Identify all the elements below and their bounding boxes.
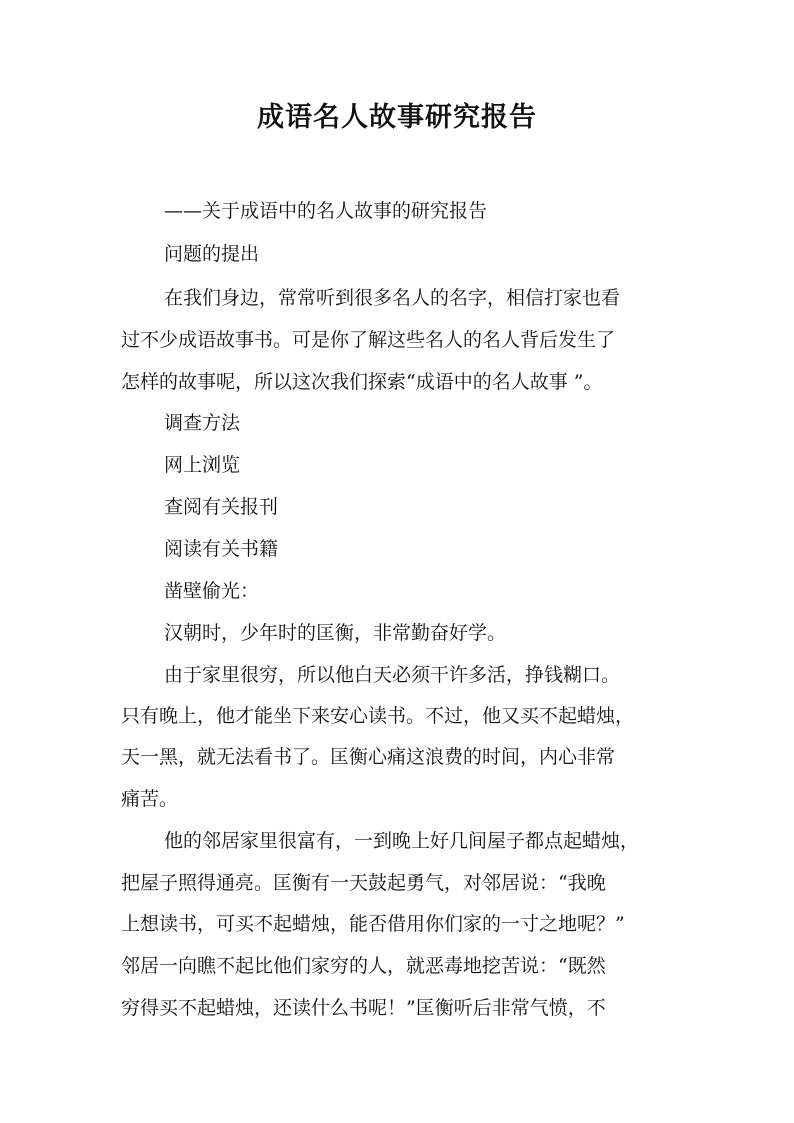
paragraph-line: 过不少成语故事书。可是你了解这些名人的名人背后发生了 [121,329,616,351]
story-heading: 凿壁偷光： [164,580,260,602]
subtitle-line: ——关于成语中的名人故事的研究报告 [164,200,488,222]
list-item: 查阅有关报刊 [164,496,279,518]
list-item: 网上浏览 [164,454,241,476]
paragraph-line: 上想读书，可买不起蜡烛，能否借用你们家的一寸之地呢？” [121,913,625,935]
paragraph-line: 只有晚上，他才能坐下来安心读书。不过，他又买不起蜡烛， [121,705,635,727]
paragraph-line: 把屋子照得通亮。匡衡有一天鼓起勇气，对邻居说：“我晚 [121,872,606,894]
section-heading: 问题的提出 [164,243,260,265]
paragraph-line: 天一黑，就无法看书了。匡衡心痛这浪费的时间，内心非常 [121,746,616,768]
document-title: 成语名人故事研究报告 [257,102,537,133]
paragraph-line: 穷得买不起蜡烛，还读什么书呢！”匡衡听后非常气愤，不 [121,997,606,1019]
paragraph-line: 汉朝时，少年时的匡衡，非常勤奋好学。 [164,622,507,644]
paragraph-line: 由于家里很穷，所以他白天必须干许多活，挣钱糊口。 [164,664,621,686]
paragraph-line: 痛苦。 [121,788,179,810]
paragraph-line: 邻居一向瞧不起比他们家穷的人，就恶毒地挖苦说：“既然 [121,955,606,977]
section-heading: 调查方法 [164,412,241,434]
paragraph-line: 怎样的故事呢，所以这次我们探索“成语中的名人故事 ”。 [121,371,603,393]
paragraph-line: 在我们身边，常常听到很多名人的名字，相信打家也看 [164,287,621,309]
paragraph-line: 他的邻居家里很富有，一到晚上好几间屋子都点起蜡烛， [164,830,640,852]
list-item: 阅读有关书籍 [164,538,279,560]
